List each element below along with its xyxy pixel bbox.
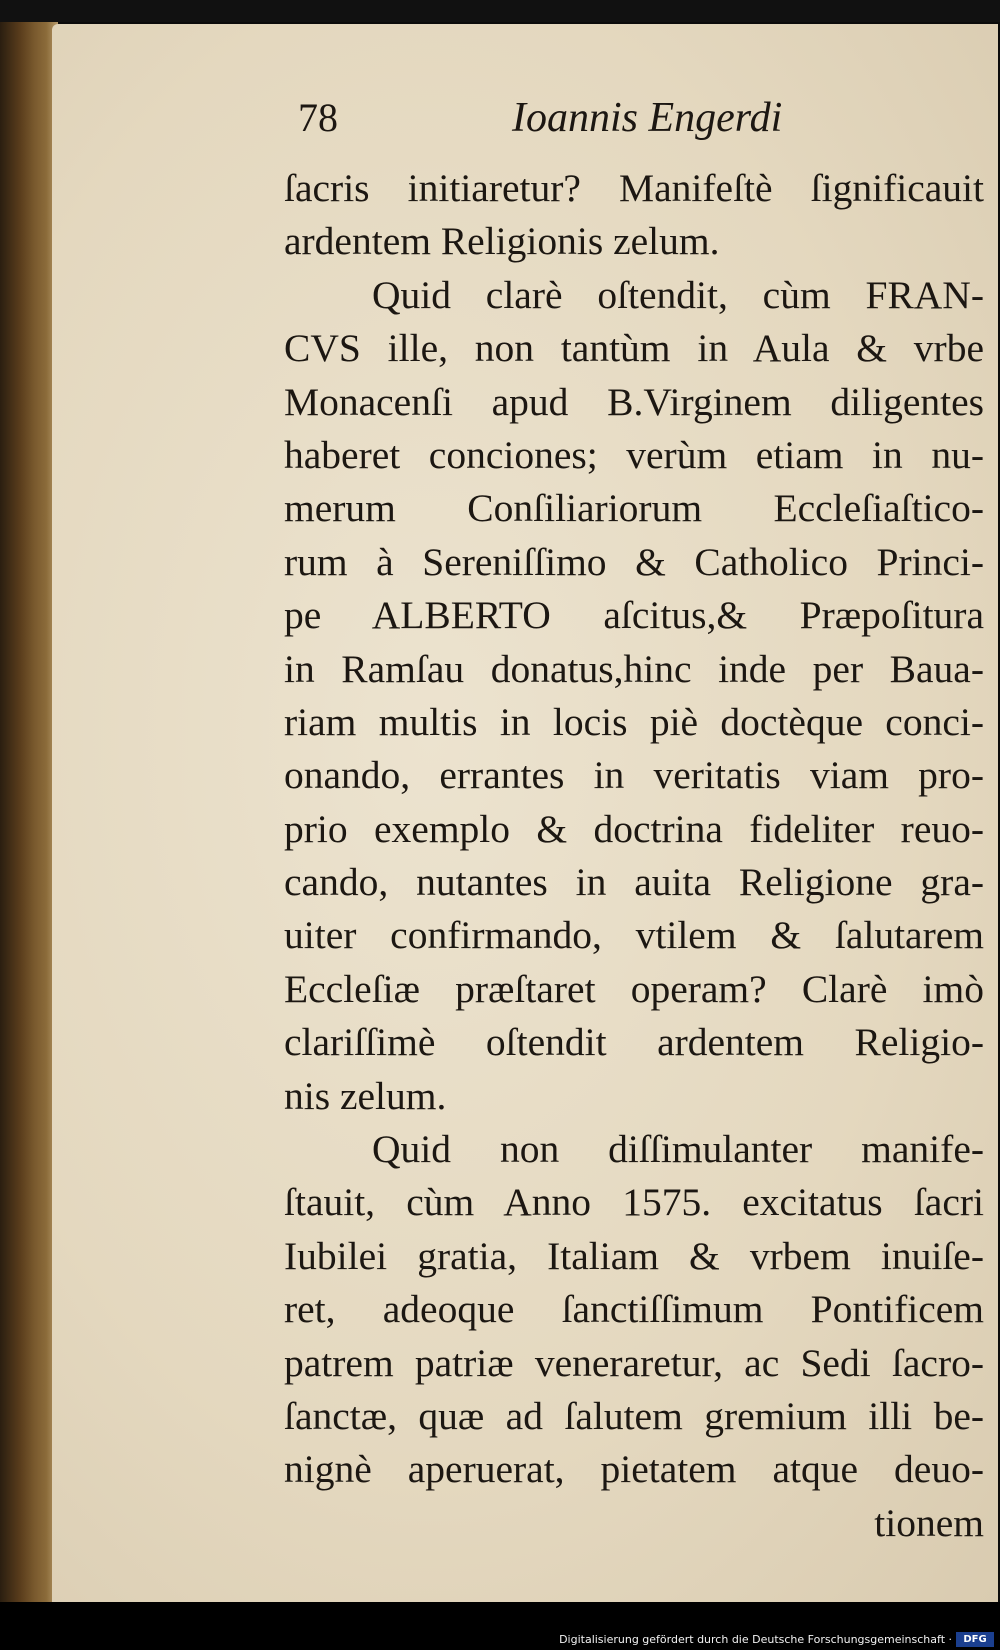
- text-line: ret, adeoque ſanctiſſimum Pontificem: [284, 1287, 984, 1332]
- text-line: CVS ille, non tantùm in Aula & vrbe: [284, 326, 984, 371]
- text-line: ardentem Religionis zelum.: [284, 219, 720, 264]
- catchword: tionem: [874, 1500, 984, 1545]
- text-line: haberet conciones; verùm etiam in nu-: [284, 432, 984, 477]
- text-line: clariſſimè oſtendit ardentem Religio-: [284, 1020, 984, 1065]
- text-line: onando, errantes in veritatis viam pro-: [284, 753, 984, 798]
- text-line: in Ramſau donatus,hinc inde per Baua-: [284, 646, 984, 691]
- text-line: merum Conſiliariorum Eccleſiaſtico-: [284, 486, 984, 531]
- text-line: Quid non diſſimulanter manife-: [372, 1127, 984, 1172]
- text-line: Quid clarè oſtendit, cùm FRAN-: [372, 272, 984, 317]
- text-line: rum à Sereniſſimo & Catholico Princi-: [284, 539, 984, 584]
- body-text: [284, 162, 984, 1550]
- dfg-logo: DFG: [956, 1632, 994, 1647]
- top-scan-border: [0, 0, 1000, 22]
- text-line: uiter confirmando, vtilem & ſalutarem: [284, 913, 984, 958]
- text-line: ſtauit, cùm Anno 1575. excitatus ſacri: [284, 1180, 984, 1225]
- running-head: [52, 94, 998, 154]
- text-line: riam multis in locis piè doctèque conci-: [284, 699, 984, 744]
- text-line: Monacenſi apud B.Virginem diligentes: [284, 379, 984, 424]
- text-line: nignè aperuerat, pietatem atque deuo-: [284, 1447, 984, 1492]
- text-line: patrem patriæ veneraretur, ac Sedi ſacro-: [284, 1340, 984, 1385]
- book-page: [52, 24, 998, 1602]
- footer-band: [0, 1602, 1000, 1650]
- book-spine-edge: [0, 22, 58, 1602]
- text-line: Eccleſiæ præſtaret operam? Clarè imò: [284, 966, 984, 1011]
- text-line: ſanctæ, quæ ad ſalutem gremium illi be-: [284, 1393, 984, 1438]
- text-line: nis zelum.: [284, 1073, 447, 1118]
- text-line: prio exemplo & doctrina fideliter reuo-: [284, 806, 984, 851]
- running-title: Ioannis Engerdi: [512, 95, 783, 141]
- text-line: ſacris initiaretur? Manifeſtè ſignificauit: [284, 166, 984, 210]
- page-number: 78: [298, 95, 338, 140]
- text-line: pe ALBERTO aſcitus,& Præpoſitura: [284, 593, 984, 638]
- text-line: cando, nutantes in auita Religione gra-: [284, 860, 984, 905]
- text-line: Iubilei gratia, Italiam & vrbem inuiſe-: [284, 1233, 984, 1278]
- digitization-credit: Digitalisierung gefördert durch die Deutsche Forschungsgemeinschaft ·: [559, 1633, 952, 1646]
